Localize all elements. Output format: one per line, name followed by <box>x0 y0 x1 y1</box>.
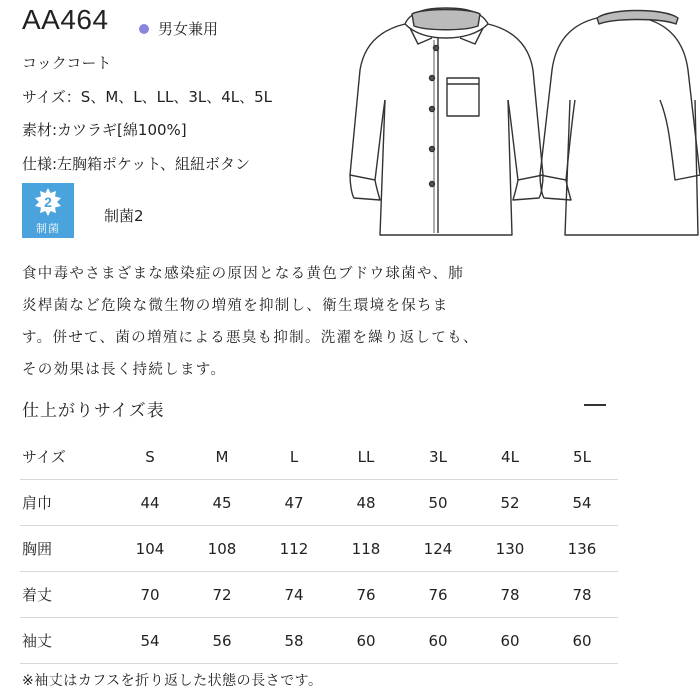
table-cell: 52 <box>500 493 520 512</box>
badge-star-icon <box>34 188 62 216</box>
row-label: 袖丈 <box>22 632 53 650</box>
antibacterial-badge <box>22 183 74 238</box>
table-header-row <box>20 434 618 480</box>
table-cell: 56 <box>212 631 232 650</box>
table-row <box>20 572 618 618</box>
description-line-2: 炎桿菌など危険な微生物の増殖を抑制し、衛生環境を保ちま <box>22 298 449 314</box>
table-cell: 76 <box>428 585 448 604</box>
material-label: 素材:カツラギ[綿100%] <box>22 121 187 139</box>
table-cell: 136 <box>567 539 597 558</box>
table-header-cell: LL <box>357 447 375 466</box>
size-table <box>20 434 618 664</box>
table-cell: 58 <box>284 631 304 650</box>
table-header-cell: 5L <box>573 447 591 466</box>
row-label: 肩巾 <box>22 494 53 512</box>
table-cell: 54 <box>140 631 160 650</box>
table-cell: 60 <box>500 631 520 650</box>
table-cell: 118 <box>351 539 381 558</box>
badge-label: 制菌2 <box>104 207 144 225</box>
description-line-3: す。併せて、菌の増殖による悪臭も抑制。洗濯を繰り返しても、 <box>22 330 479 346</box>
table-cell: 78 <box>572 585 592 604</box>
model-number: AA464 <box>22 4 109 35</box>
table-cell: 78 <box>500 585 520 604</box>
table-cell: 48 <box>356 493 376 512</box>
table-row <box>20 480 618 526</box>
table-header-cell: L <box>289 447 299 466</box>
table-header-cell: 3L <box>429 447 447 466</box>
row-label: 胸囲 <box>22 540 53 558</box>
table-cell: 60 <box>356 631 376 650</box>
table-cell: 74 <box>284 585 304 604</box>
badge-number: 2 <box>44 194 52 210</box>
size-note: ※袖丈はカフスを折り返した状態の長さです。 <box>22 673 323 689</box>
table-header-cell: M <box>215 447 229 466</box>
size-list: サイズ：S、M、L、LL、3L、4L、5L <box>22 88 273 106</box>
table-cell: 47 <box>284 493 304 512</box>
spec-label: 仕様:左胸箱ポケット、組紐ボタン <box>22 155 250 173</box>
table-cell: 112 <box>279 539 309 558</box>
front-view <box>350 8 543 235</box>
table-cell: 60 <box>572 631 592 650</box>
table-cell: 70 <box>140 585 160 604</box>
description-line-1: 食中毒やさまざまな感染症の原因となる黄色ブドウ球菌や、肺 <box>22 266 465 282</box>
category-label: コックコート <box>22 54 112 72</box>
table-cell: 124 <box>423 539 453 558</box>
size-table-title: 仕上がりサイズ表 <box>22 401 165 421</box>
table-cell: 60 <box>428 631 448 650</box>
table-cell: 50 <box>428 493 448 512</box>
table-cell: 130 <box>495 539 525 558</box>
table-cell: 45 <box>212 493 232 512</box>
table-cell: 72 <box>212 585 232 604</box>
table-header-cell: サイズ <box>22 448 66 466</box>
gender-dot-icon <box>139 24 149 34</box>
table-cell: 44 <box>140 493 160 512</box>
description-line-4: その効果は長く持続します。 <box>22 362 227 378</box>
table-cell: 54 <box>572 493 592 512</box>
row-label: 着丈 <box>22 586 53 604</box>
table-cell: 104 <box>135 539 165 558</box>
table-cell: 108 <box>207 539 237 558</box>
badge-text: 制菌 <box>36 222 60 235</box>
table-cell: 76 <box>356 585 376 604</box>
gender-label: 男女兼用 <box>158 20 219 38</box>
table-row <box>20 618 618 664</box>
chef-coat-illustration <box>340 0 700 245</box>
back-view <box>540 11 700 236</box>
table-header-cell: 4L <box>501 447 519 466</box>
table-header-cell: S <box>145 447 155 466</box>
table-row <box>20 526 618 572</box>
collapse-minus-icon[interactable] <box>584 404 606 406</box>
